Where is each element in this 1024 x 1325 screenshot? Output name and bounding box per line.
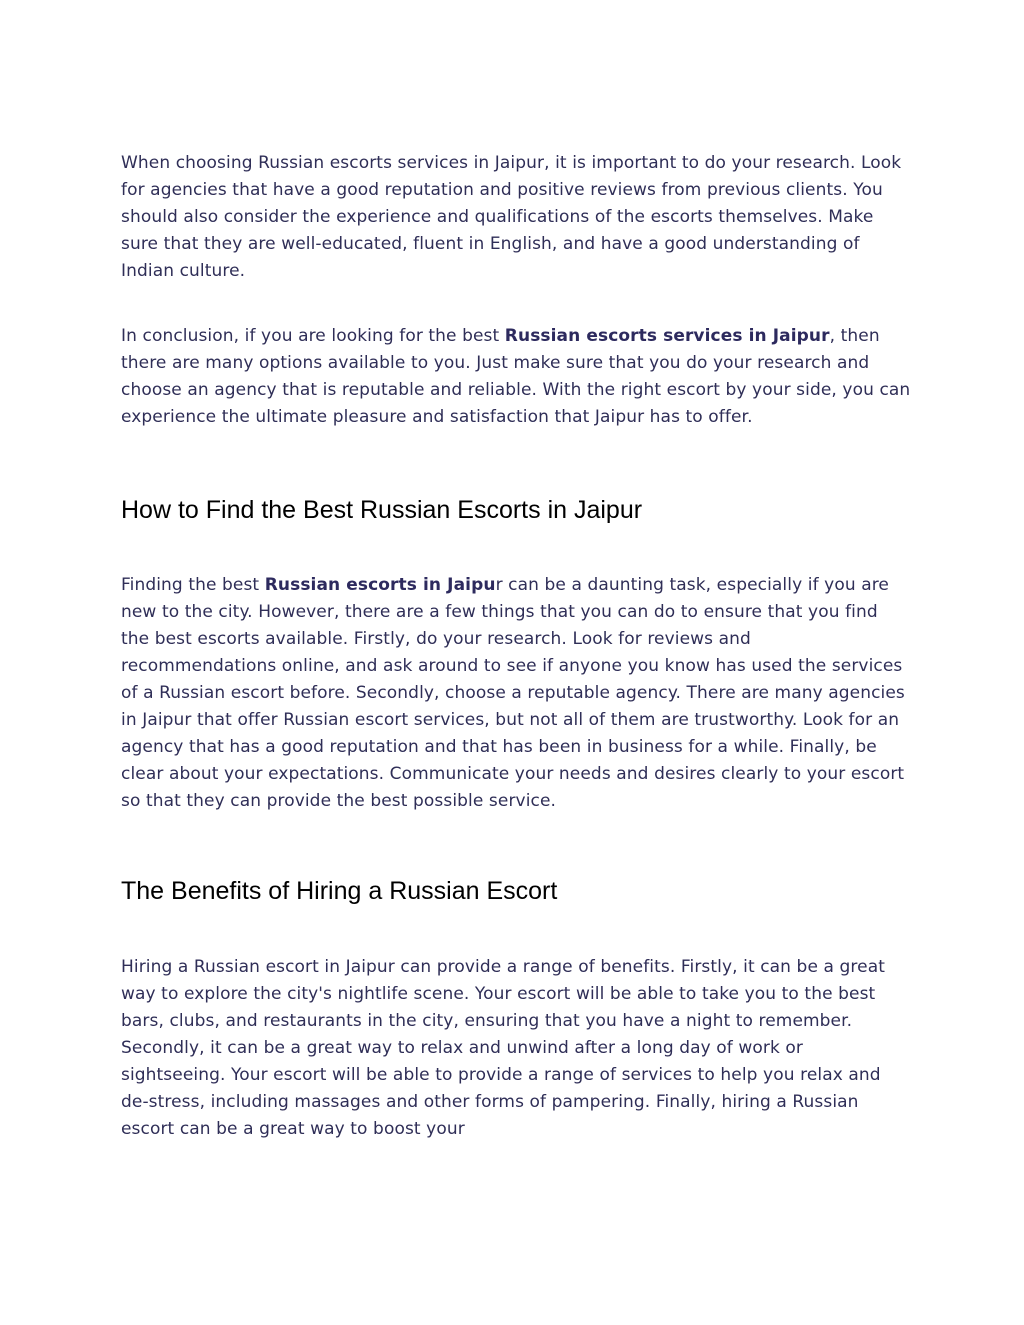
paragraph-finding-text-after: r can be a daunting task, especially if you are new to the city. However, there are a few things that you can do to ensure that you find the best escorts available. Firstly, do your research. Look for reviews and recommendations online, and ask around to see if anyone you know has used the services of a Russian escort before. Secondly, choose a reputable agency. There are many agencies in Jaipur that offer Russian escort services, but not all of them are trustworthy. Look for an agency that has a good reputation and that has been in business for a while. Finally, be clear about your expectations. Communicate your needs and desires clearly to your escort so that they can provide the best possible service. bbox=[121, 575, 905, 811]
paragraph-conclusion-text-after: , then there are many options available to you. Just make sure that you do your research and choose an agency that is reputable and reliable. With the right escort by your side, you can experience the ultimate pleasure and satisfaction that Jaipur has to offer. bbox=[121, 326, 911, 427]
document-page bbox=[121, 150, 911, 1143]
paragraph-conclusion bbox=[121, 323, 911, 431]
section-heading-how-to-find: How to Find the Best Russian Escorts in Jaipur bbox=[121, 496, 643, 524]
paragraph-finding-best bbox=[121, 572, 911, 815]
bold-link-russian-escorts[interactable]: Russian escorts in Jaipu bbox=[264, 575, 496, 595]
paragraph-conclusion-text-before: In conclusion, if you are looking for the best bbox=[121, 326, 505, 346]
bold-link-russian-escorts-services[interactable]: Russian escorts services in Jaipur bbox=[504, 326, 830, 346]
paragraph-choosing-services: When choosing Russian escorts services in Jaipur, it is important to do your research. Look for agencies that have a good reputation and positive reviews from previous clients. You should also consider the experience and qualifications of the escorts themselves. Make sure that they are well-educated, fluent in English, and have a good understanding of Indian culture. bbox=[121, 153, 902, 281]
paragraph-benefits: Hiring a Russian escort in Jaipur can provide a range of benefits. Firstly, it can be a great way to explore the city's nightlife scene. Your escort will be able to take you to the best bars, clubs, and restaurants in the city, ensuring that you have a night to remember. Secondly, it can be a great way to relax and unwind after a long day of work or sightseeing. Your escort will be able to provide a range of services to help you relax and de-stress, including massages and other forms of pampering. Finally, hiring a Russian escort can be a great way to boost your bbox=[121, 957, 885, 1139]
section-heading-benefits: The Benefits of Hiring a Russian Escort bbox=[121, 877, 558, 905]
paragraph-finding-text-before: Finding the best bbox=[121, 575, 265, 595]
